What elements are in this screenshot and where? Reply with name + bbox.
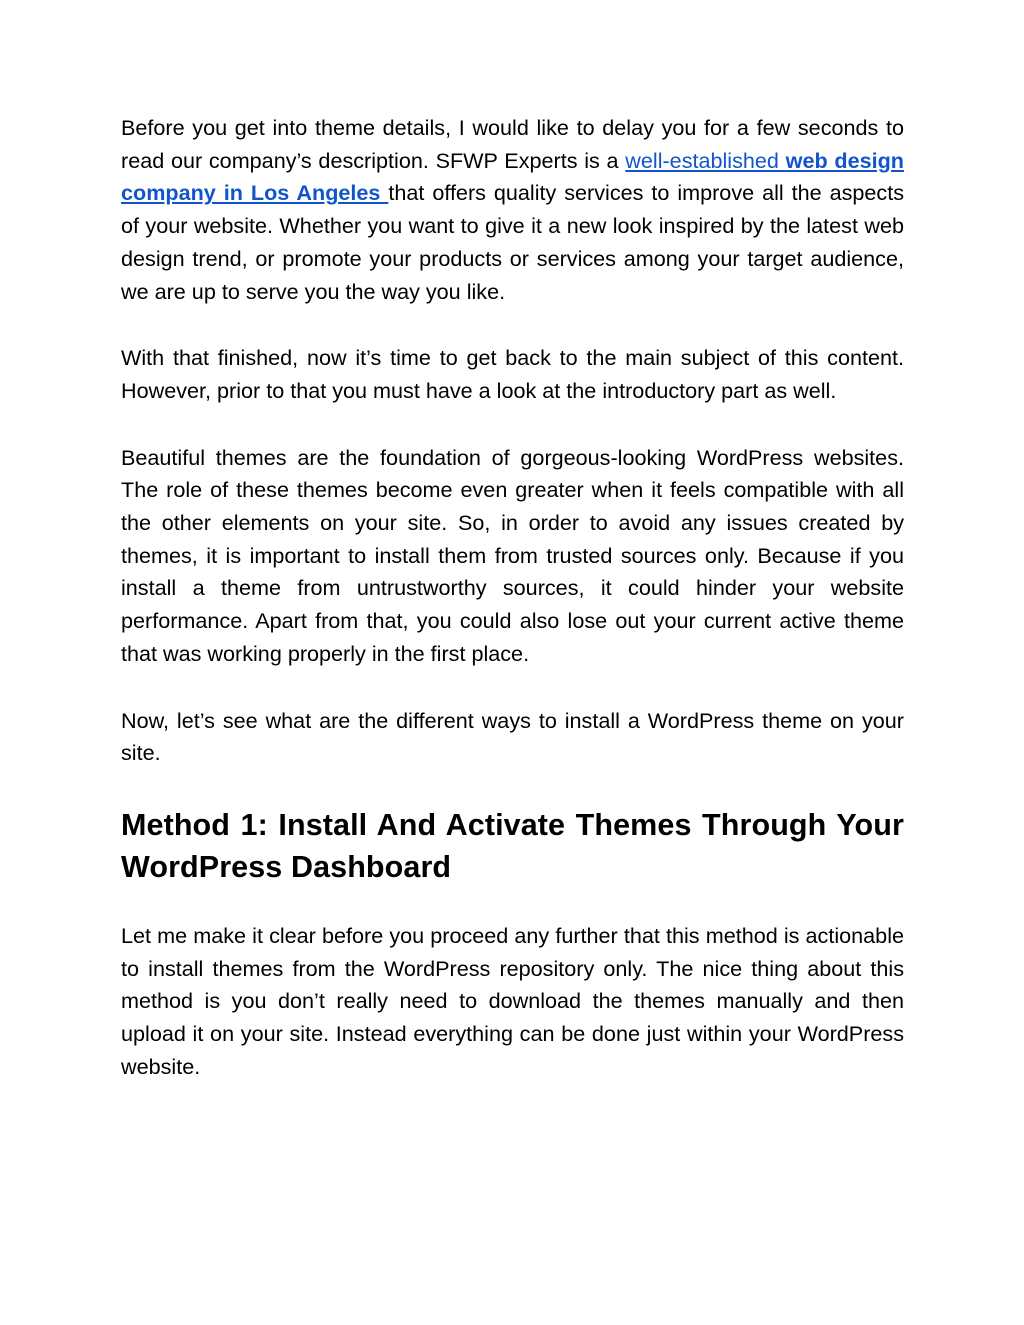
web-design-company-link[interactable]: web design company in Los Angeles (121, 147, 904, 206)
method-1-paragraph: Let me make it clear before you proceed any further that this method is actionable to install themes from the WordPress repository only. The nice thing about this method is you don’t really need to download the themes manually and then upload it on your site. Instead everything can be done just within your WordPress website. (121, 922, 904, 1079)
intro-text-before-link: Before you get into theme details, I would like to delay you for a few seconds to read our company’s description. SFWP Experts is a (121, 115, 904, 173)
intro-text-after-link: that offers quality services to improve all the aspects of your website. Whether you want to give it a new look inspired by the latest web design trend, or promote your products or services among your target audience, we are up to serve you the way you like. (121, 180, 904, 304)
themes-paragraph: Beautiful themes are the foundation of gorgeous-looking WordPress websites. The role of these themes become even greater when it feels compatible with all the other elements on your site. So, in order to avoid any issues created by themes, it is important to install them from trusted sources only. Because if you install a theme from untrustworthy sources, it could hinder your website performance. Apart from that, you could also lose out your current active theme that was working properly in the first place. (121, 444, 904, 666)
well-established-link[interactable]: well-established (625, 147, 786, 173)
method-1-heading: Method 1: Install And Activate Themes Through Your WordPress Dashboard (121, 807, 904, 884)
intro-paragraph (121, 112, 904, 308)
transition-paragraph: With that finished, now it’s time to get back to the main subject of this content. However, prior to that you must have a look at the introductory part as well. (121, 345, 904, 403)
document-page (121, 112, 904, 1083)
ways-paragraph: Now, let’s see what are the different ways to install a WordPress theme on your site. (121, 707, 904, 766)
